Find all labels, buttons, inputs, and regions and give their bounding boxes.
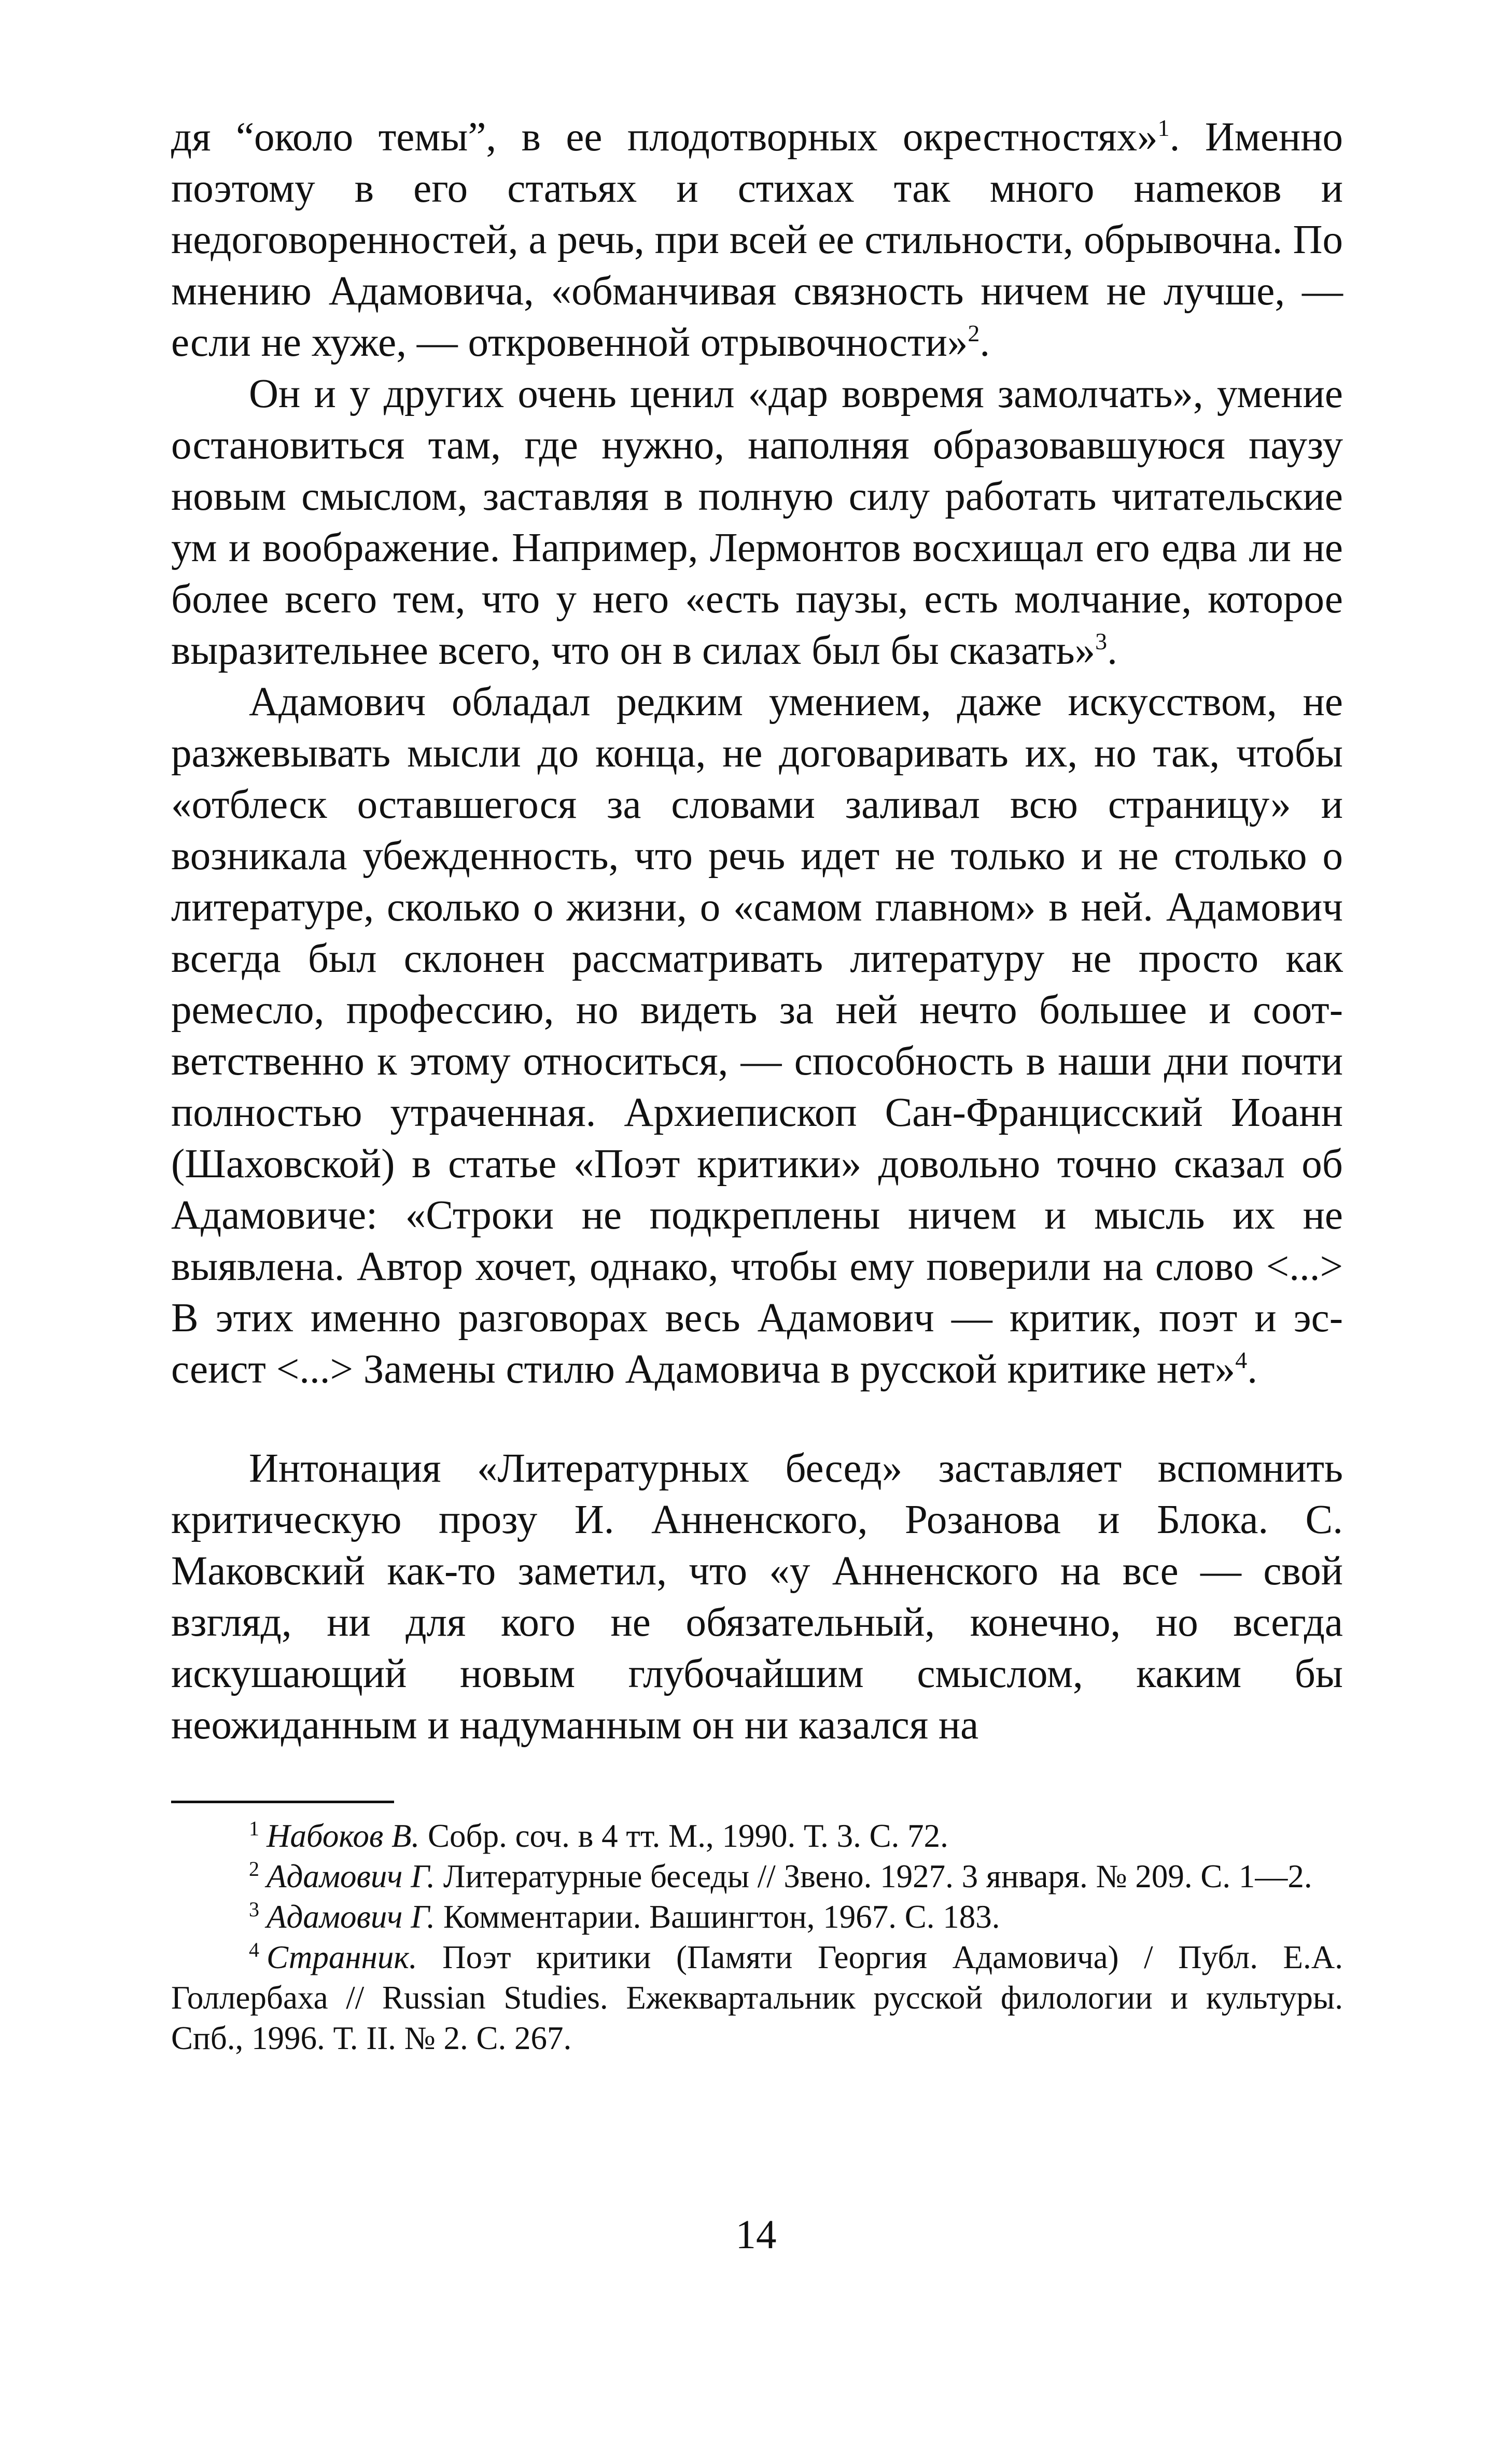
- footnote-ref-3: 3: [1095, 628, 1108, 654]
- footnotes: [171, 1816, 1343, 2058]
- footnote-text: Поэт критики (Памяти Георгия Адамовича) / Публ. Е.А. Голлербаха // Russian Studies. Ежеквартальник русской филологии и культуры. Спб., 1996. Т. II. № 2. С. 267.: [171, 1939, 1343, 2056]
- footnote-ref-4: 4: [1235, 1347, 1248, 1373]
- footnote-author: Адамович Г.: [267, 1899, 436, 1935]
- footnote-author: Адамович Г.: [267, 1858, 436, 1894]
- footnote-number: 3: [249, 1898, 259, 1921]
- footnote-number: 1: [249, 1817, 259, 1840]
- footnote-text: Литературные беседы // Звено. 1927. 3 января. № 209. С. 1—2.: [435, 1858, 1312, 1894]
- paragraph-3-text: Адамович обладал редким умением, даже искусством, не разжевывать мысли до конца, не договаривать их, но так, чтобы «отблеск оставшегося за словами заливал всю страницу» и возникала убежденность, что речь идет не только и не столько о литературе, сколько о жизни, о «самом главном» в ней. Адамович всегда был склонен рассматривать литературу не просто как ремесло, профессию, но видеть за ней нечто большее и соответственно к этому относиться, — способность в наши дни почти полностью утраченная. Архиепископ Сан-Францисский Иоанн (Шаховской) в статье «Поэт критики» довольно точно сказал об Адамовиче: «Строки не подкреплены ничем и мысль их не выявлена. Автор хочет, однако, чтобы ему поверили на слово <...> В этих именно разговорах весь Адамович — критик, поэт и эссеист <...> Замены стилю Адамовича в русской критике нет»: [171, 679, 1343, 1392]
- footnote-3: [171, 1897, 1343, 1937]
- main-text: [171, 112, 1343, 1751]
- paragraph-4-text: Интонация «Литературных бесед» заставляет вспомнить критическую прозу И. Анненского, Розанова и Блока. С. Маковский как-то заметил, что «у Анненского на все — свой взгляд, ни для кого не обязательный, конечно, но всегда искушающий новым глубочайшим смыслом, каким бы неожиданным и надуманным он ни казался на: [171, 1446, 1343, 1748]
- footnote-divider: [171, 1801, 394, 1803]
- paragraph-1-text: дя “около темы”, в ее плодотворных окрестностях»: [171, 115, 1158, 160]
- footnote-text: Комментарии. Вашингтон, 1967. С. 183.: [435, 1899, 1000, 1935]
- footnote-1: [171, 1816, 1343, 1856]
- paragraph-1: [171, 112, 1343, 368]
- footnote-2: [171, 1856, 1343, 1897]
- footnote-number: 4: [249, 1938, 259, 1961]
- paragraph-1-text-cont: . Именно поэтому в его статьях и стихах так много наmеков и недоговоренностей, а речь, при всей ее стильности, обрывочна. По мнению Адамовича, «обманчивая связность ничем не лучше, — если не хуже, — откровенной отрывочности»: [171, 115, 1343, 365]
- footnote-ref-2: 2: [968, 320, 980, 346]
- page-content: [171, 112, 1343, 2058]
- footnote-4: [171, 1937, 1343, 2058]
- page-number: 14: [735, 2212, 777, 2258]
- paragraph-1-tail: .: [979, 320, 990, 365]
- paragraph-3-tail: .: [1247, 1347, 1257, 1392]
- footnote-author: Странник.: [267, 1939, 417, 1975]
- footnote-author: Набоков В.: [267, 1818, 420, 1854]
- paragraph-2-text: Он и у других очень ценил «дар вовремя замолчать», умение остановиться там, где нужно, наполняя образовавшуюся паузу новым смыслом, заставляя в полную силу работать читательские ум и воображение. Например, Лермонтов восхищал его едва ли не более всего тем, что у него «есть паузы, есть молчание, которое выразительнее всего, что он в силах был бы сказать»: [171, 371, 1343, 673]
- paragraph-3: [171, 676, 1343, 1395]
- paragraph-2: [171, 368, 1343, 676]
- paragraph-2-tail: .: [1107, 628, 1117, 673]
- paragraph-4: [171, 1443, 1343, 1751]
- footnote-text: Собр. соч. в 4 тт. М., 1990. Т. 3. С. 72.: [419, 1818, 948, 1854]
- footnote-number: 2: [249, 1857, 259, 1880]
- footnote-ref-1: 1: [1157, 115, 1170, 141]
